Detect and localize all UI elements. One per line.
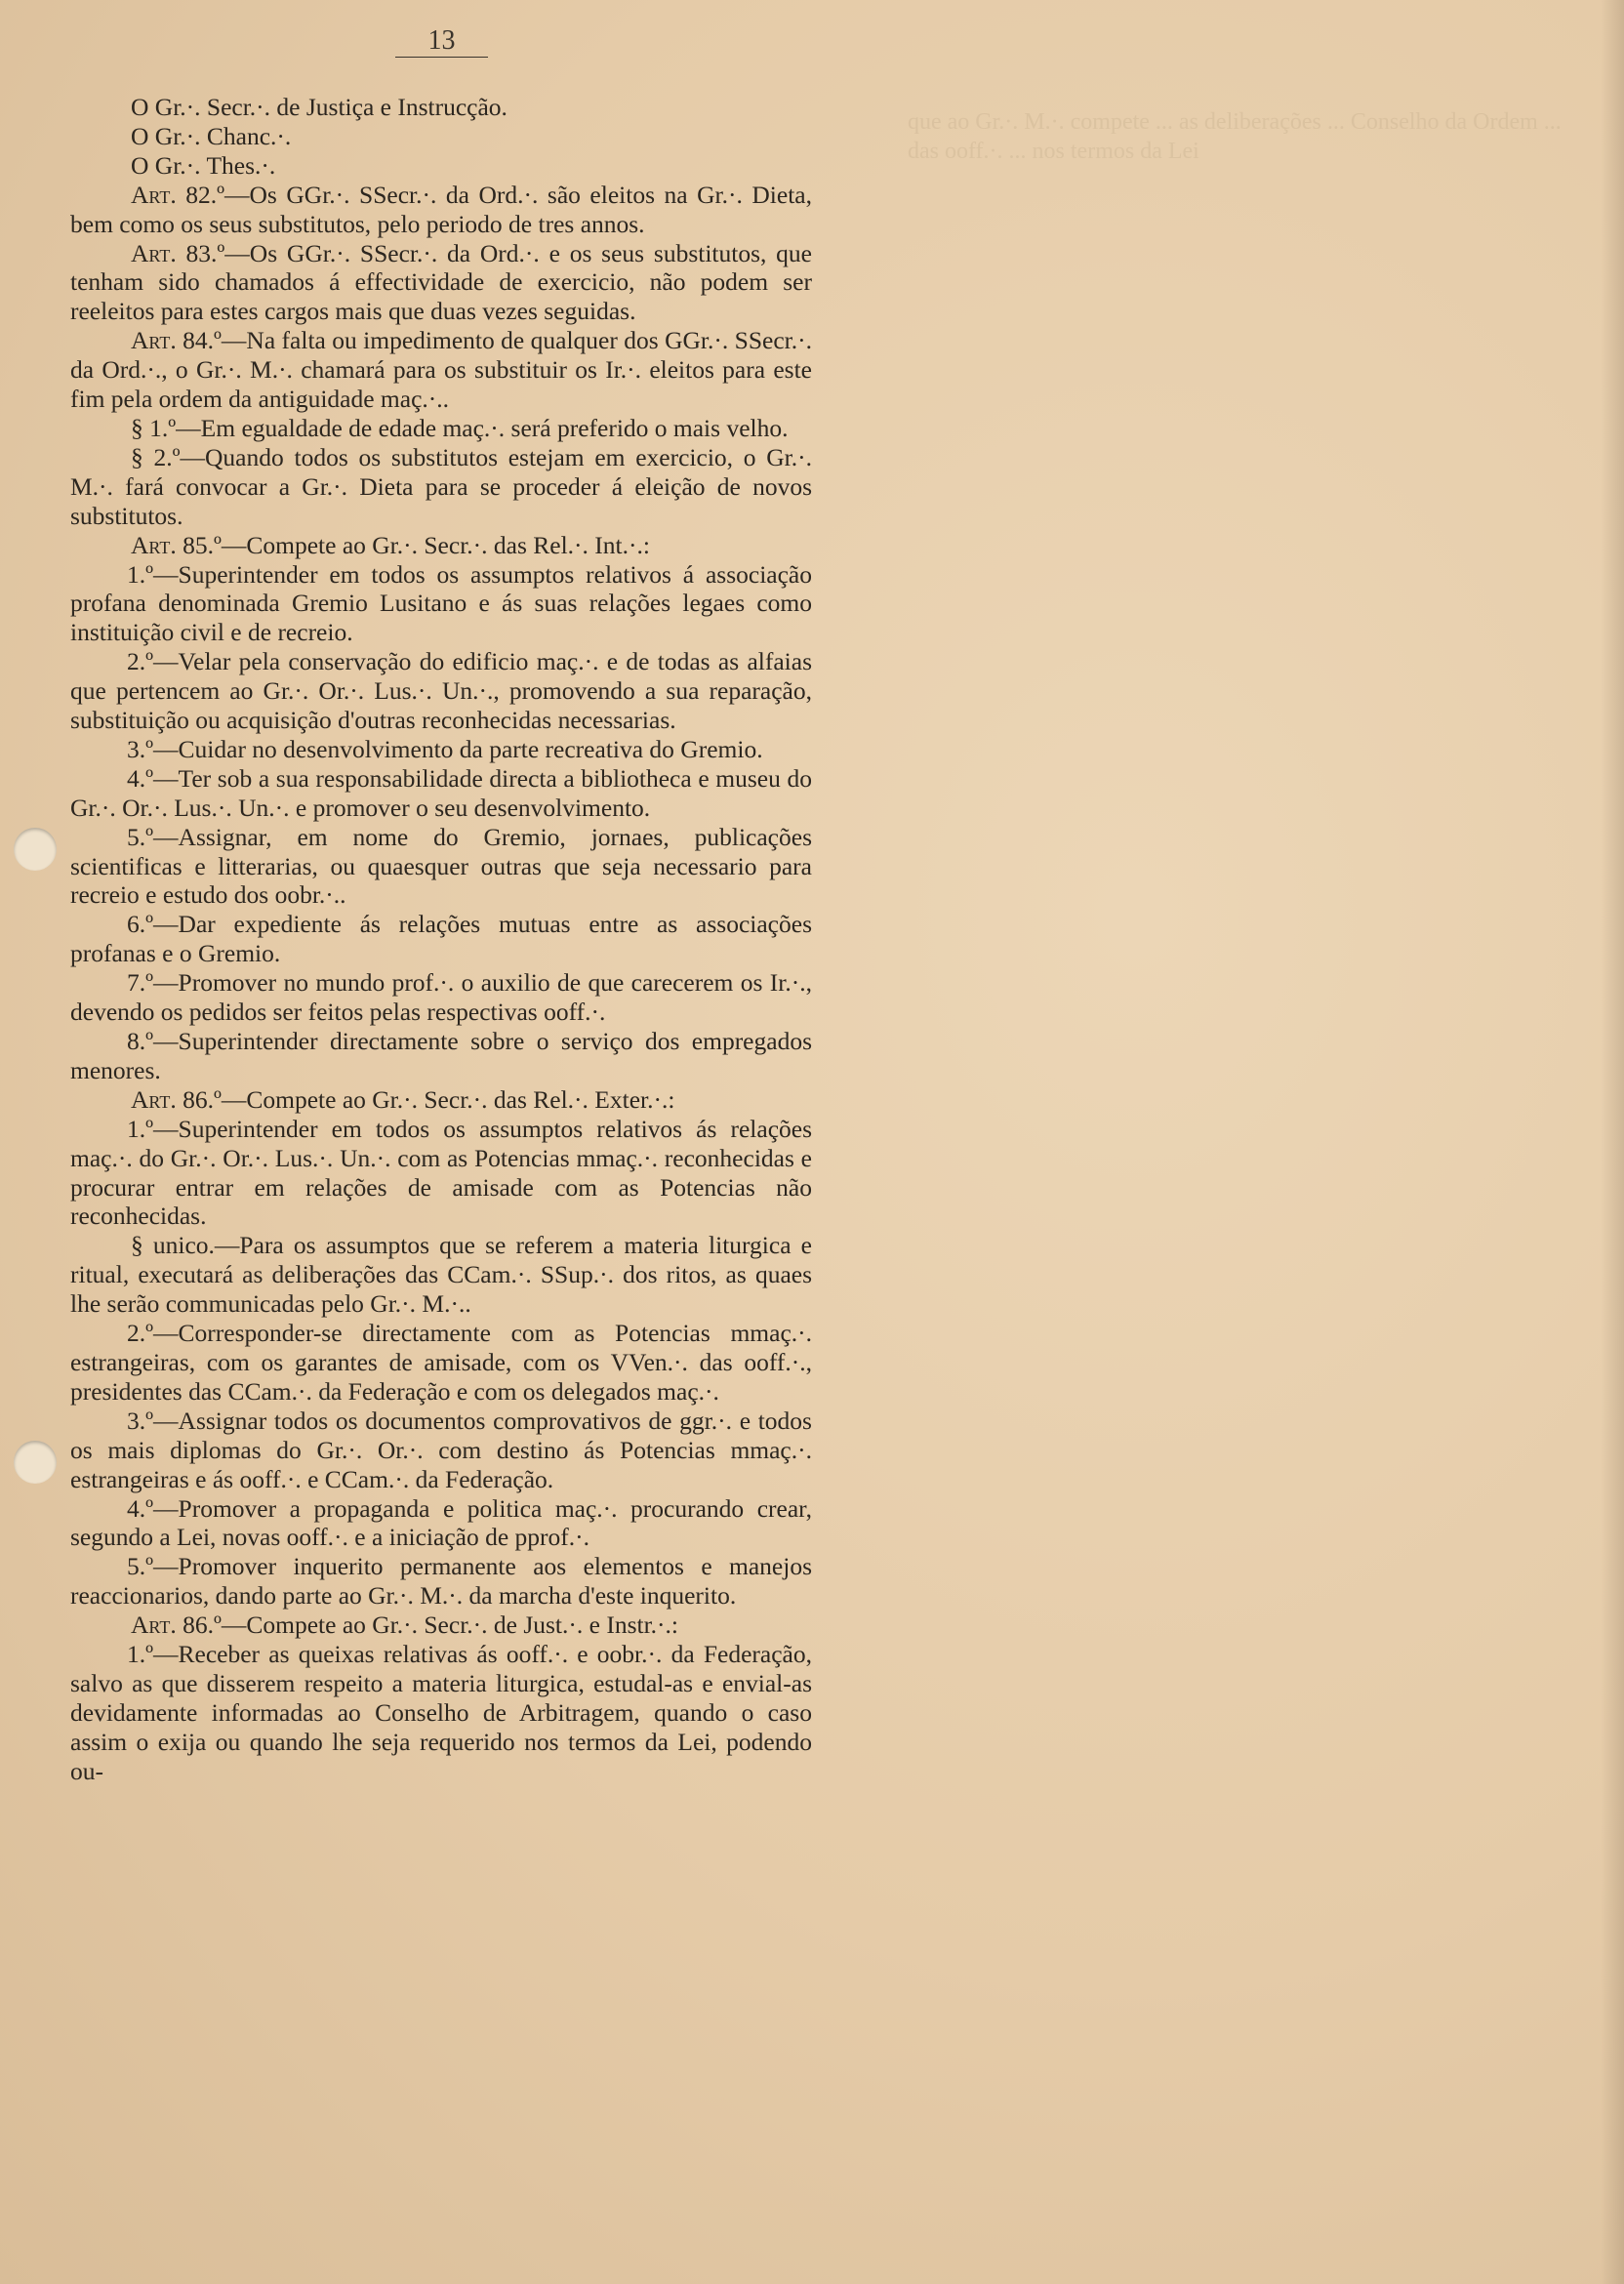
- paragraph-text: 3.º—Assignar todos os documentos comprovativos de ggr.·. e todos os mais diplomas do Gr.·. Or.·. com destino ás Potencias mmaç.·. estrangeiras e ás ooff.·. e CCam.·. da Federação.: [70, 1406, 812, 1493]
- paragraph-text: 3.º—Cuidar no desenvolvimento da parte recreativa do Gremio.: [127, 734, 763, 763]
- paragraph: [70, 443, 812, 531]
- paragraph-text: —Os GGr.·. SSecr.·. da Ord.·. são eleitos na Gr.·. Dieta, bem como os seus substitutos, pelo periodo de tres annos.: [70, 180, 812, 238]
- paragraph-text: O Gr.·. Chanc.·.: [131, 121, 292, 150]
- paragraph-text: 7.º—Promover no mundo prof.·. o auxilio de que carecerem os Ir.·., devendo os pedidos ser feitos pelas respectivas ooff.·.: [70, 968, 812, 1027]
- paragraph-text: § 1.º—Em egualdade de edade maç.·. será preferido o mais velho.: [131, 413, 789, 442]
- paragraph: [70, 647, 812, 735]
- paragraph-text: § 2.º—Quando todos os substitutos estejam em exercicio, o Gr.·. M.·. fará convocar a Gr.·. Dieta para se proceder á eleição de novos substitutos.: [70, 442, 812, 530]
- paragraph: [70, 1640, 812, 1786]
- paragraph: [70, 823, 812, 911]
- article-paragraph: [70, 1085, 812, 1115]
- article-paragraph: [70, 531, 812, 560]
- article-paragraph: [70, 326, 812, 414]
- punch-hole: [14, 828, 57, 871]
- paragraph-text: —Na falta ou impedimento de qualquer dos GGr.·. SSecr.·. da Ord.·., o Gr.·. M.·. chamará para os substituir os Ir.·. eleitos para este fim pela ordem da antiguidade maç.·..: [70, 326, 812, 414]
- paragraph-text: 1.º—Receber as queixas relativas ás ooff.·. e oobr.·. da Federação, salvo as que disserem respeito a materia liturgica, estudal-as e envial-as devidamente informadas ao Conselho de Arbitragem, quando o caso assim o exija ou quando lhe seja requerido nos termos da Lei, podendo ou-: [70, 1640, 812, 1785]
- paragraph-text: 1.º—Superintender em todos os assumptos relativos á associação profana denominada Gremio Lusitano e ás suas relações legaes como instituição civil e de recreio.: [70, 559, 812, 647]
- paragraph-text: 2.º—Corresponder-se directamente com as Potencias mmaç.·. estrangeiras, com os garantes de amisade, com os VVen.·. das ooff.·., presidentes das CCam.·. da Federação e com os delegados maç.·.: [70, 1319, 812, 1406]
- page-fold-shadow: [1601, 0, 1624, 2284]
- article-label: Art. 86.º: [131, 1611, 222, 1640]
- paragraph: [70, 151, 812, 181]
- body-text-column: [70, 93, 812, 1786]
- paragraph: [70, 93, 812, 122]
- paragraph-text: —Compete ao Gr.·. Secr.·. das Rel.·. Exter.·.:: [221, 1084, 675, 1114]
- article-paragraph: [70, 181, 812, 239]
- paragraph-text: § unico.—Para os assumptos que se referem a materia liturgica e ritual, executará as deliberações das CCam.·. SSup.·. dos ritos, as quaes lhe serão communicadas pelo Gr.·. M.·..: [70, 1231, 812, 1319]
- paragraph: [70, 1407, 812, 1494]
- page-number-rule: [395, 57, 488, 58]
- article-label: Art. 83.º: [131, 238, 225, 267]
- paragraph-text: 1.º—Superintender em todos os assumptos relativos ás relações maç.·. do Gr.·. Or.·. Lus.·. Un.·. com as Potencias mmaç.·. reconhecidas e procurar entrar em relações de amisade com as Potencias não reconhecidas.: [70, 1114, 812, 1231]
- article-label: Art. 85.º: [131, 530, 222, 559]
- paragraph-text: —Compete ao Gr.·. Secr.·. de Just.·. e Instr.·.:: [221, 1611, 678, 1640]
- paragraph: [70, 1231, 812, 1319]
- paragraph-text: —Compete ao Gr.·. Secr.·. das Rel.·. Int.·.:: [221, 530, 650, 559]
- article-label: Art. 86.º: [131, 1084, 222, 1114]
- paragraph-text: —Os GGr.·. SSecr.·. da Ord.·. e os seus substitutos, que tenham sido chamados á effectividade de exercicio, não podem ser reeleitos para estes cargos mais que duas vezes seguidas.: [70, 238, 812, 326]
- paragraph: [70, 1027, 812, 1085]
- paragraph-text: 2.º—Velar pela conservação do edificio maç.·. e de todas as alfaias que pertencem ao Gr.·. Or.·. Lus.·. Un.·., promovendo a sua reparação, substituição ou acquisição d'outras reconhecidas necessarias.: [70, 647, 812, 735]
- punch-hole: [14, 1441, 57, 1484]
- paragraph-text: 6.º—Dar expediente ás relações mutuas entre as associações profanas e o Gremio.: [70, 910, 812, 968]
- article-paragraph: [70, 239, 812, 327]
- page-number: 13: [427, 25, 456, 56]
- paragraph: [70, 560, 812, 648]
- paragraph: [70, 1319, 812, 1407]
- paragraph: [70, 122, 812, 151]
- paragraph: [70, 910, 812, 968]
- paragraph: [70, 968, 812, 1027]
- article-label: Art. 84.º: [131, 326, 222, 355]
- paragraph-text: 4.º—Ter sob a sua responsabilidade directa a bibliotheca e museu do Gr.·. Or.·. Lus.·. Un.·. e promover o seu desenvolvimento.: [70, 763, 812, 822]
- paragraph: [70, 764, 812, 823]
- paragraph: [70, 1494, 812, 1553]
- paragraph: [70, 735, 812, 764]
- paragraph-text: O Gr.·. Secr.·. de Justiça e Instrucção.: [131, 93, 508, 121]
- paragraph: [70, 1115, 812, 1232]
- paragraph: [70, 414, 812, 443]
- paragraph-text: 5.º—Assignar, em nome do Gremio, jornaes, publicações scientificas e litterarias, ou quaesquer outras que seja necessario para recreio e estudo dos oobr.·..: [70, 822, 812, 910]
- paragraph-text: O Gr.·. Thes.·.: [131, 150, 276, 180]
- paragraph-text: 4.º—Promover a propaganda e politica maç.·. procurando crear, segundo a Lei, novas ooff.·. e a iniciação de pprof.·.: [70, 1493, 812, 1552]
- paragraph-text: 5.º—Promover inquerito permanente aos elementos e manejos reaccionarios, dando parte ao Gr.·. M.·. da marcha d'este inquerito.: [70, 1552, 812, 1611]
- paragraph-text: 8.º—Superintender directamente sobre o serviço dos empregados menores.: [70, 1027, 812, 1084]
- paragraph: [70, 1552, 812, 1611]
- article-label: Art. 82.º: [131, 180, 225, 209]
- article-paragraph: [70, 1611, 812, 1640]
- bleed-through-text: que ao Gr.·. M.·. compete ... as deliberações ... Conselho da Ordem ... das ooff.·. ... nos termos da Lei: [908, 109, 1562, 164]
